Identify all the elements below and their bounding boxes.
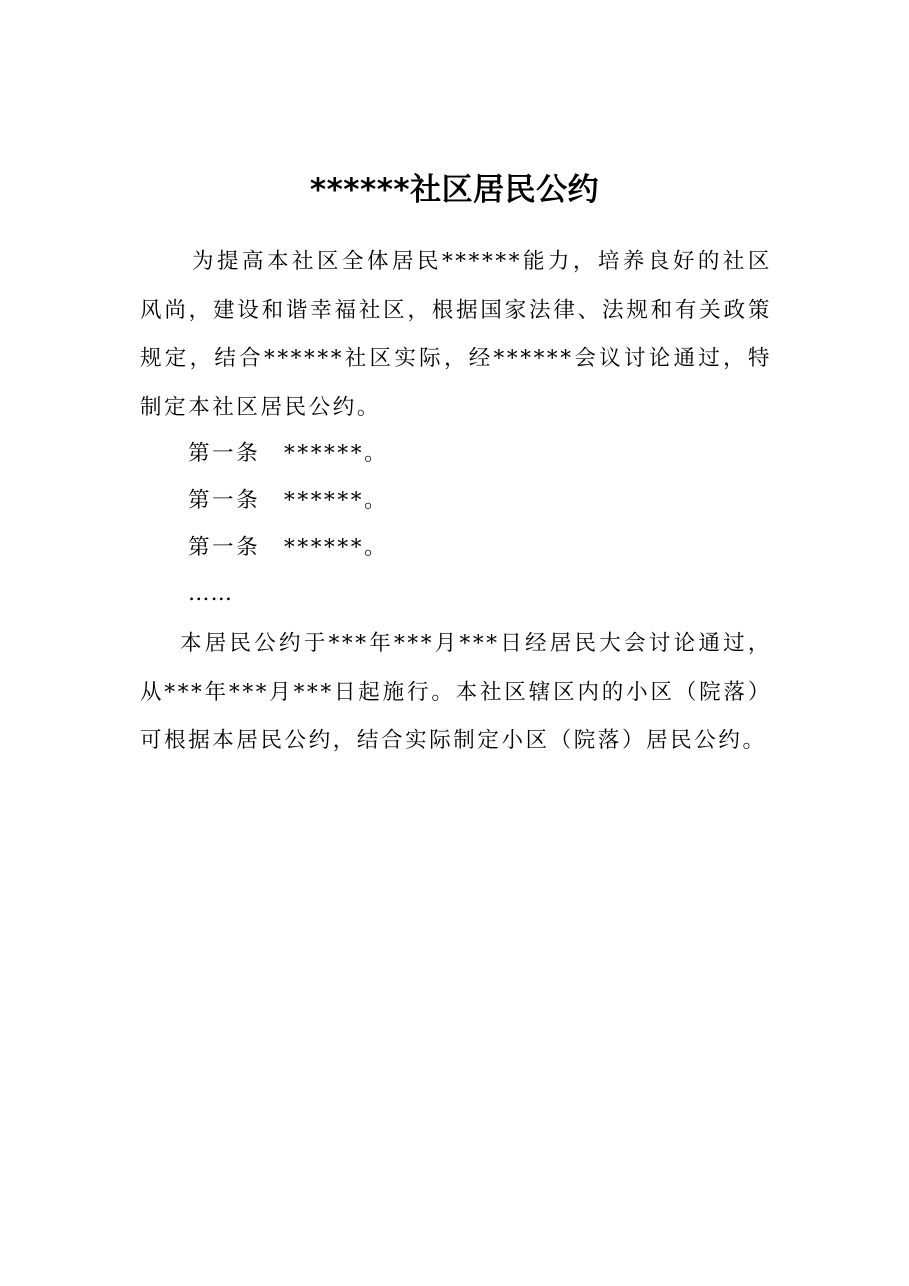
article-number: 第一条 (188, 441, 261, 466)
ellipsis: …… (188, 581, 233, 606)
article-content: ******。 (284, 441, 389, 466)
article-item (188, 430, 388, 478)
article-content: ******。 (284, 488, 389, 513)
article-item (188, 477, 388, 525)
article-item (188, 524, 388, 572)
article-number: 第一条 (188, 535, 261, 560)
document-title: ******社区居民公约 (309, 172, 600, 208)
article-number: 第一条 (188, 488, 261, 513)
article-content: ******。 (284, 535, 389, 560)
intro-paragraph: 为提高本社区全体居民******能力，培养良好的社区风尚，建设和谐幸福社区，根据国家法律、法规和有关政策规定，结合******社区实际，经******会议讨论通过，特制定本社区居民公约。 (140, 249, 772, 420)
closing-paragraph: 本居民公约于***年***月***日经居民大会讨论通过，从***年***月***日起施行。本社区辖区内的小区（院落）可根据本居民公约，结合实际制定小区（院落）居民公约。 (140, 631, 772, 753)
